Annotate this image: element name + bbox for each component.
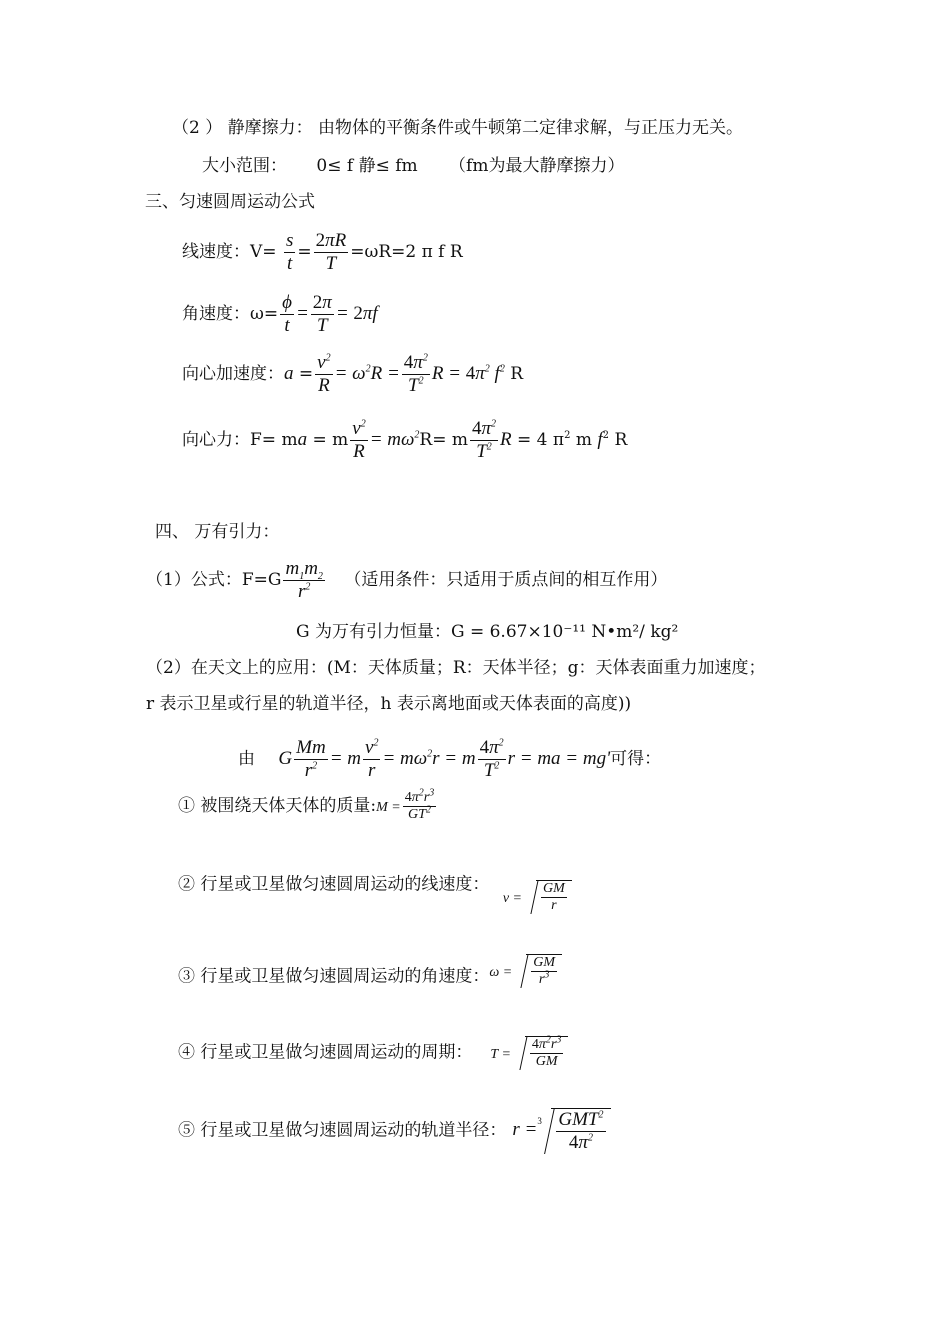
sqrt-period: $\frac{4\pi^2r^3}{GM}$ [511,1036,568,1070]
frac-mass: $\frac{4\pi^2r^3}{GT^2}$ [404,787,435,823]
section4-heading: 四、 万有引力： [155,522,280,542]
item-orbital-radius: ⑤ 行星或卫星做匀速圆周运动的轨道半径： r = 3 GMT$^2$ $4\pi^2$ [178,1108,611,1154]
item-period-label: ④ 行星或卫星做匀速圆周运动的周期： [178,1042,473,1063]
centripetal-acceleration-formula: 向心加速度：a = $\frac{v^2}{R}$ = $\omega^2R$ = $\frac{4\pi^2}{T^2}$ $R = 4\pi^2$ $f^2$ R [182,352,524,396]
frac-s-over-t: $\frac{s}{t}$ [285,230,294,274]
application-line-1: （2）在天文上的应用：(M：天体质量；R：天体半径；g：天体表面重力加速度； [146,658,766,678]
item-linear-velocity-label: ② 行星或卫星做匀速圆周运动的线速度： [178,874,490,895]
from-label: 由 [238,748,255,769]
application-line-2: r 表示卫星或行星的轨道半径，h 表示离地面或天体表面的高度)) [146,694,632,714]
item-orbital-radius-label: ⑤ 行星或卫星做匀速圆周运动的轨道半径： [178,1120,507,1141]
angular-velocity-label: 角速度： [182,303,250,324]
item-linear-velocity: ② 行星或卫星做匀速圆周运动的线速度： $_{v =}$ $\frac{GM}{r}$ [178,868,572,902]
conclude-label: 可得： [610,748,662,769]
gravitational-constant: G 为万有引力恒量：G = 6.67×10⁻¹¹ N•m²/ kg² [296,622,679,642]
item-angular-velocity: ③ 行星或卫星做匀速圆周运动的角速度：$^{\omega =}$ $\frac{GM}{r^3}$ [178,960,562,994]
frac-4pi2-over-T2-main: $\frac{4\pi^2}{T^2}$ [479,737,504,781]
static-friction-range [202,156,624,176]
frac-2piR-over-T: $\frac{2\pi R}{T}$ [315,230,347,274]
frac-v2-over-r: $\frac{v^2}{r}$ [365,737,379,781]
main-equation: 由 G $\frac{Mm}{r^2}$ = m $\frac{v^2}{r}$ = $m\omega^2r = m$ $\frac{4\pi^2}{T^2}$ r = ma = mg'可得： [238,737,662,781]
formula-note: （适用条件：只适用于质点间的相互作用） [344,569,668,590]
cube-root-radius: 3 GMT$^2$ $4\pi^2$ [537,1108,610,1154]
range-label: 大小范围： [202,156,287,176]
angular-velocity-formula: 角速度：ω= $\frac{\phi}{t}$ = $\frac{2\pi}{T}$ = 2πf [182,292,378,336]
range-expression: 0≤ f 静≤ fm [316,156,418,176]
frac-Mm-over-r2: $\frac{Mm}{r^2}$ [296,737,326,781]
linear-velocity-label: 线速度： [182,241,250,262]
frac-4pi2-over-T2-force: $\frac{4\pi^2}{T^2}$ [471,418,497,462]
linear-velocity-formula: 线速度：V= $\frac{s}{t}$ = $\frac{2\pi R}{T}$ =ωR=2 π f R [182,230,463,274]
item-period: ④ 行星或卫星做匀速圆周运动的周期： T = $\frac{4\pi^2r^3}{GM}$ [178,1036,568,1070]
range-note: （fm为最大静摩擦力） [449,156,625,176]
formula-label: （1）公式： [146,569,242,590]
sqrt-GM-over-r: $\frac{GM}{r}$ [522,880,572,914]
frac-phi-over-t: $\frac{\phi}{t}$ [282,292,292,336]
item-mass-label: ① 被围绕天体天体的质量: [178,796,377,817]
item-mass: ① 被围绕天体天体的质量:M = $\frac{4\pi^2r^3}{GT^2}$ [178,787,435,823]
frac-v2-over-R: $\frac{v^2}{R}$ [317,352,331,396]
frac-v2-over-R-force: $\frac{v^2}{R}$ [352,418,366,462]
sqrt-GM-over-r3: $\frac{GM}{r^3}$ [512,954,562,988]
item-angular-velocity-label: ③ 行星或卫星做匀速圆周运动的角速度： [178,966,490,987]
frac-m1m2-over-r2: $\frac{m_1m_2}{r^2}$ [285,558,323,602]
section3-heading: 三、匀速圆周运动公式 [145,192,315,212]
static-friction-line: （2 ） 静摩擦力： 由物体的平衡条件或牛顿第二定律求解，与正压力无关。 [172,118,744,138]
centripetal-force-formula: 向心力：F= ma = m $\frac{v^2}{R}$ = $m\omega^2R= m$ $\frac{4\pi^2}{T^2}$ R = 4 $\pi^2$ m $f^2$ R [182,418,628,462]
gravitation-formula-line: （1）公式：F=G $\frac{m_1m_2}{r^2}$ （适用条件：只适用于质点间的相互作用） [146,558,668,602]
frac-4pi2-over-T2: $\frac{4\pi^2}{T^2}$ [403,352,428,396]
frac-2pi-over-T: $\frac{2\pi}{T}$ [312,292,332,336]
centripetal-force-label: 向心力： [182,429,250,450]
centripetal-acc-label: 向心加速度： [182,363,284,384]
